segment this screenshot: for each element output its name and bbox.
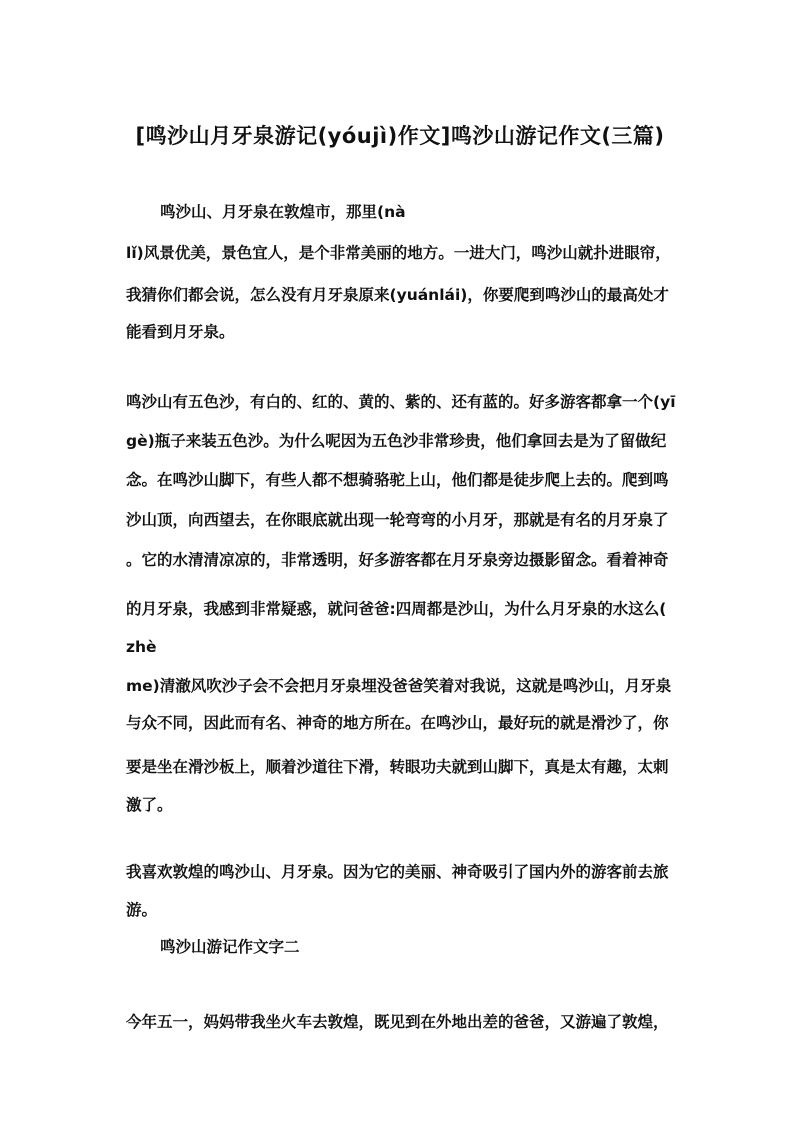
section-heading: 鸣沙山游记作文字二 — [160, 938, 300, 956]
paragraph-line: 激了。 — [126, 796, 173, 814]
paragraph-line: 。它的水清清凉凉的，非常透明，好多游客都在月牙泉旁边摄影留念。看着神奇 — [126, 551, 669, 569]
paragraph-line: 鸣沙山、月牙泉在敦煌市，那里(nà — [160, 203, 406, 221]
paragraph-line: 念。在鸣沙山脚下，有些人都不想骑骆驼上山，他们都是徒步爬上去的。爬到鸣 — [126, 471, 669, 489]
paragraph-line: me)清澈风吹沙子会不会把月牙泉埋没爸爸笑着对我说，这就是鸣沙山，月牙泉 — [126, 677, 672, 695]
paragraph-line: 要是坐在滑沙板上，顺着沙道往下滑，转眼功夫就到山脚下，真是太有趣，太刺 — [126, 758, 669, 776]
paragraph-line: 我喜欢敦煌的鸣沙山、月牙泉。因为它的美丽、神奇吸引了国内外的游客前去旅 — [126, 863, 669, 881]
paragraph-line: 与众不同，因此而有名、神奇的地方所在。在鸣沙山，最好玩的就是滑沙了，你 — [126, 714, 669, 732]
paragraph-line: 沙山顶，向西望去，在你眼底就出现一轮弯弯的小月牙，那就是有名的月牙泉了 — [126, 511, 669, 529]
paragraph-line: 我猜你们都会说，怎么没有月牙泉原来(yuánlái)，你要爬到鸣沙山的最高处才 — [126, 286, 669, 304]
paragraph-line: 鸣沙山有五色沙，有白的、红的、黄的、紫的、还有蓝的。好多游客都拿一个(yī — [126, 393, 676, 411]
paragraph-line: 能看到月牙泉。 — [126, 323, 235, 341]
paragraph-line: 的月牙泉，我感到非常疑惑，就问爸爸:四周都是沙山，为什么月牙泉的水这么( — [126, 600, 667, 618]
paragraph-line: 今年五一，妈妈带我坐火车去敦煌，既见到在外地出差的爸爸，又游遍了敦煌， — [126, 1013, 669, 1031]
document-title: [鸣沙山月牙泉游记(yóujì)作文]鸣沙山游记作文(三篇) — [135, 124, 665, 148]
paragraph-line: lǐ)风景优美，景色宜人，是个非常美丽的地方。一进大门，鸣沙山就扑进眼帘， — [126, 244, 671, 262]
paragraph-line: 游。 — [126, 901, 158, 919]
paragraph-line: zhè — [126, 638, 157, 656]
paragraph-line: gè)瓶子来装五色沙。为什么呢因为五色沙非常珍贵，他们拿回去是为了留做纪 — [126, 432, 667, 450]
